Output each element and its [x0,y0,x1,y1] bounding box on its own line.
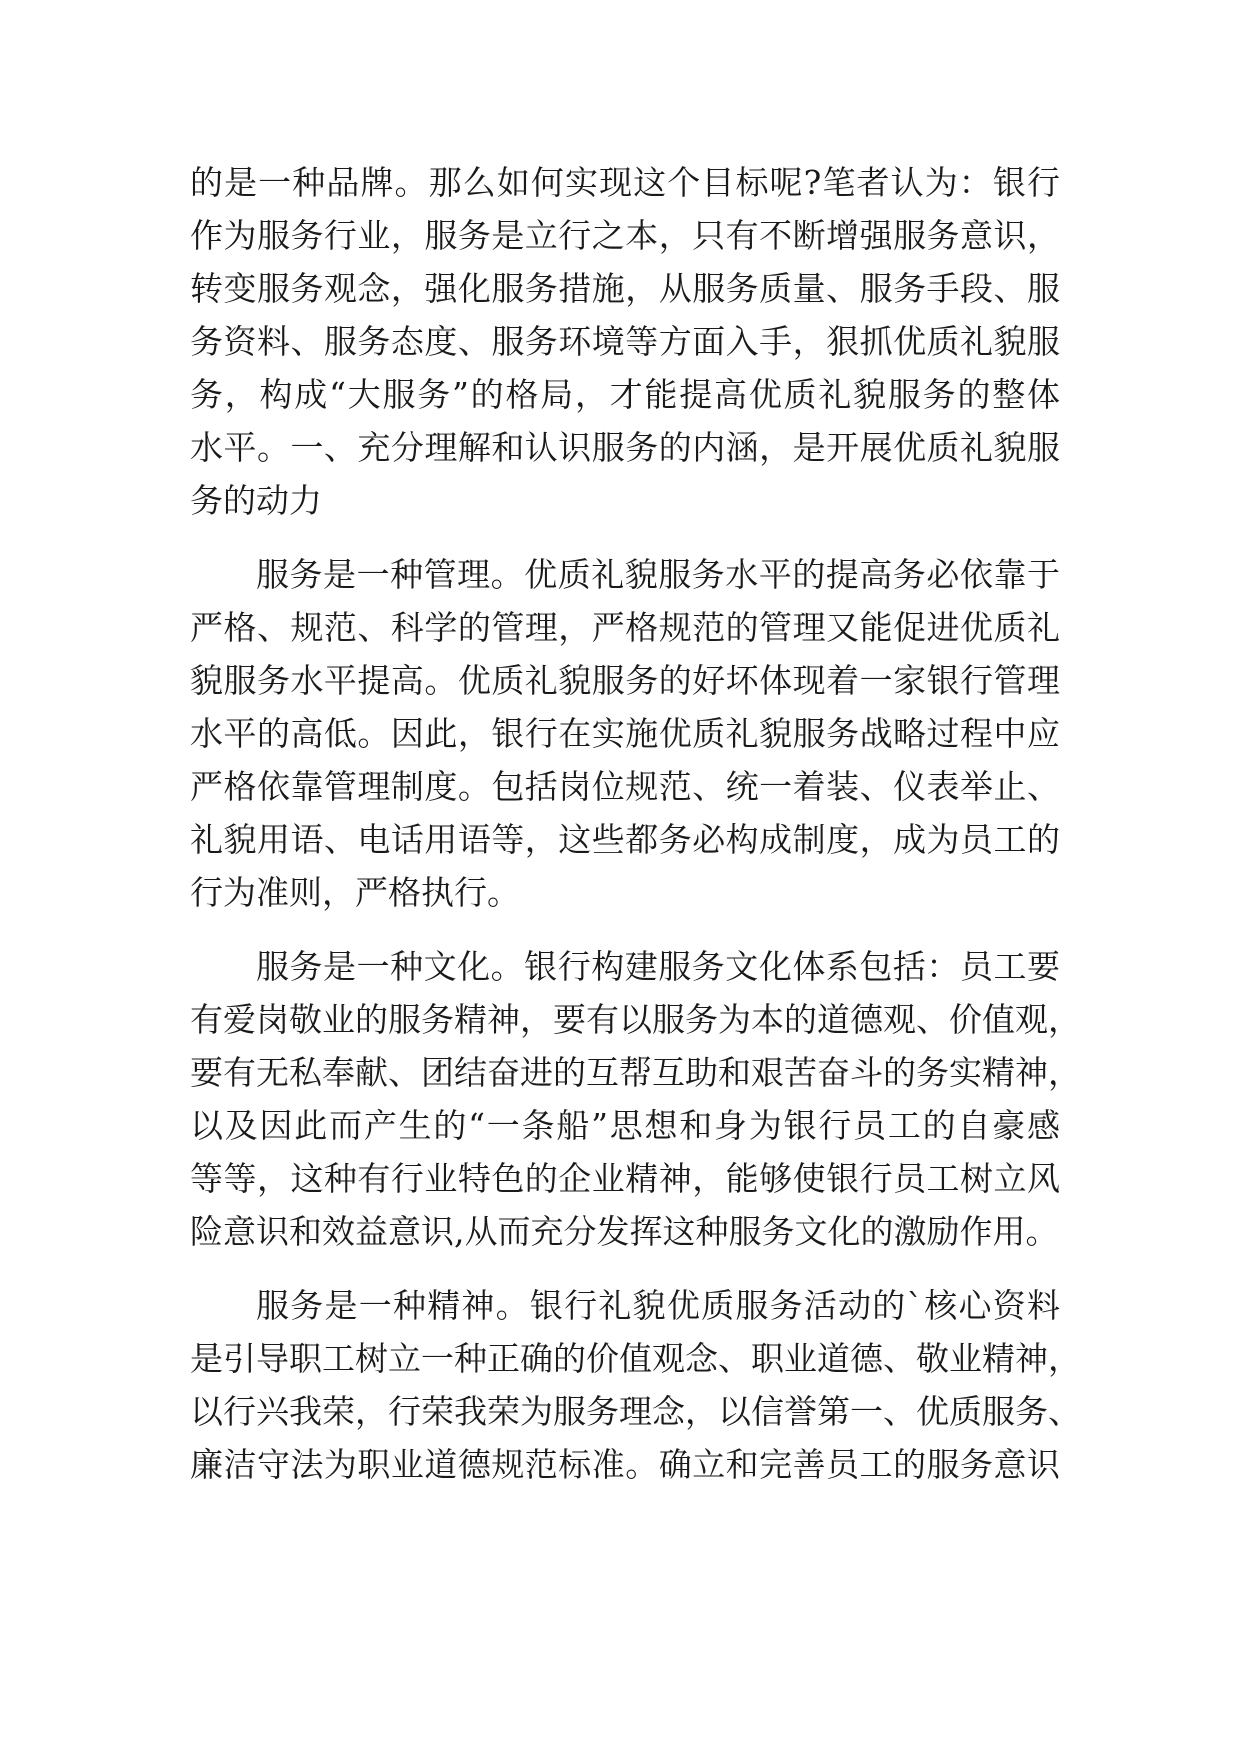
text-line: 廉洁守法为职业道德规范标准。确立和完善员工的服务意识 [190,1445,1060,1484]
paragraph-spacer [190,527,1060,548]
text-line: 的是一种品牌。那么如何实现这个目标呢?笔者认为：银行 [190,163,1060,202]
text-line: 服务是一种管理。优质礼貌服务水平的提高务必依靠于 [256,555,1060,594]
text-line: 礼貌用语、电话用语等，这些都务必构成制度，成为员工的 [190,820,1060,859]
paragraph-spacer [190,919,1060,940]
text-line: 服务是一种精神。银行礼貌优质服务活动的`核心资料 [256,1286,1060,1325]
paragraph-1 [190,156,1060,527]
text-line: 务的动力 [190,481,322,520]
paragraph-2 [190,548,1060,919]
text-line: 务，构成“大服务”的格局，才能提高优质礼貌服务的整体 [190,375,1060,414]
text-line: 等等，这种有行业特色的企业精神，能够使银行员工树立风 [190,1159,1060,1198]
document-body [190,156,1081,1491]
text-line: 水平。一、充分理解和认识服务的内涵，是开展优质礼貌服 [190,428,1060,467]
text-line: 严格依靠管理制度。包括岗位规范、统一着装、仪表举止、 [190,767,1060,806]
paragraph-4 [190,1279,1081,1491]
paragraph-3 [190,940,1081,1258]
text-line: 行为准则，严格执行。 [190,873,520,912]
text-line: 严格、规范、科学的管理，严格规范的管理又能促进优质礼 [190,608,1060,647]
text-line: 险意识和效益意识,从而充分发挥这种服务文化的激励作用。 [190,1212,1059,1251]
text-line: 要有无私奉献、团结奋进的互帮互助和艰苦奋斗的务实精神， [190,1053,1081,1092]
text-line: 服务是一种文化。银行构建服务文化体系包括：员工要 [256,947,1060,986]
text-line: 以行兴我荣，行荣我荣为服务理念，以信誉第一、优质服务、 [190,1392,1081,1431]
text-line: 作为服务行业，服务是立行之本，只有不断增强服务意识， [190,216,1060,255]
text-line: 以及因此而产生的“一条船”思想和身为银行员工的自豪感 [190,1106,1060,1145]
text-line: 水平的高低。因此，银行在实施优质礼貌服务战略过程中应 [190,714,1060,753]
text-line: 转变服务观念，强化服务措施，从服务质量、服务手段、服 [190,269,1060,308]
text-line: 是引导职工树立一种正确的价值观念、职业道德、敬业精神， [190,1339,1081,1378]
text-line: 貌服务水平提高。优质礼貌服务的好坏体现着一家银行管理 [190,661,1060,700]
text-line: 有爱岗敬业的服务精神，要有以服务为本的道德观、价值观， [190,1000,1081,1039]
text-line: 务资料、服务态度、服务环境等方面入手，狠抓优质礼貌服 [190,322,1060,361]
paragraph-spacer [190,1258,1060,1279]
